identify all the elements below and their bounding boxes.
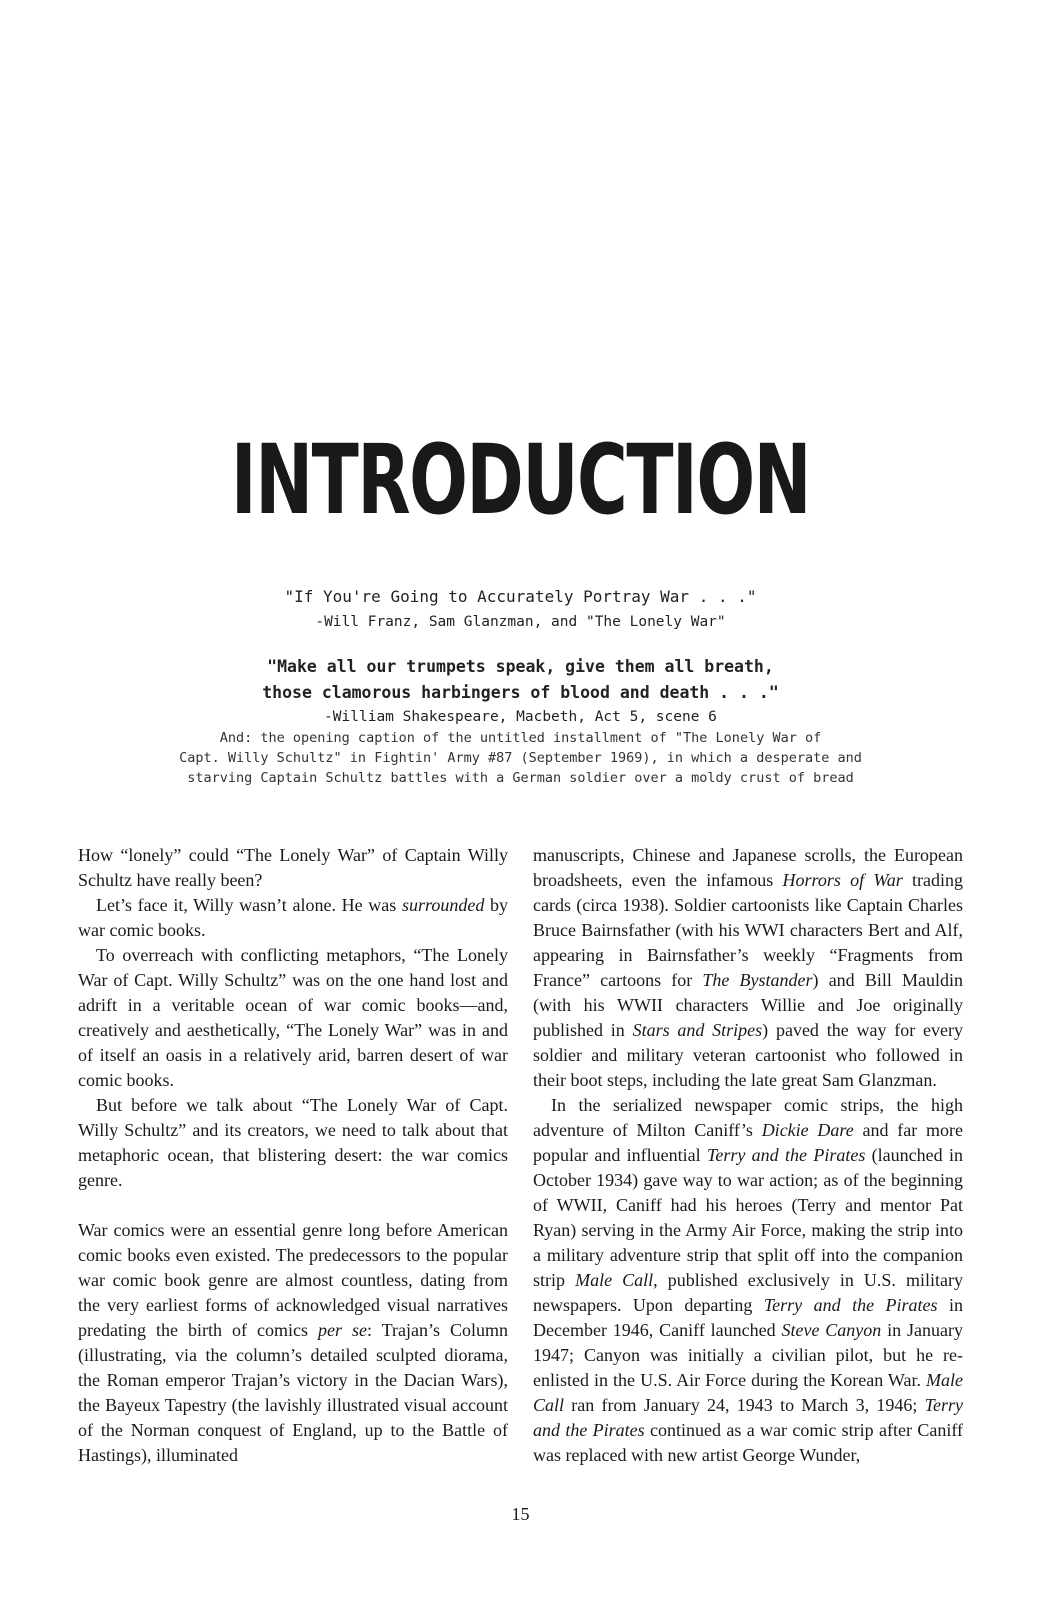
paragraph: How “lonely” could “The Lonely War” of Captain Willy Schultz have really been? (78, 845, 508, 890)
epigraph-note-line: Capt. Willy Schultz" in Fightin' Army #87 (September 1969), in which a desperate and (179, 750, 862, 766)
paragraph: Let’s face it, Willy wasn’t alone. He was surrounded by war comic books. (78, 895, 509, 940)
epigraph-note-line: And: the opening caption of the untitled installment of "The Lonely War of (219, 730, 822, 746)
epigraph-note-line: starving Captain Schultz battles with a German soldier over a moldy crust of bread (187, 770, 854, 786)
right-text-column (533, 843, 963, 1468)
paragraph: In the serialized newspaper comic strips, the high adventure of Milton Caniff’s Dickie Dare and far more popular and influential Terry and the Pirates (launched in October 1934) gave way to war action; as of the beginning of WWII, Caniff had his heroes (Terry and mentor Pat Ryan) serving in the Army Air Force, making the strip into a military adventure strip that split off into the companion strip Male Call, published exclusively in U.S. military newspapers. Upon departing Terry and the Pirates in December 1946, Caniff launched Steve Canyon in January 1947; Canyon was initially a civilian pilot, but he re-enlisted in the U.S. Air Force during the Korean War. Male Call ran from January 24, 1943 to March 3, 1946; Terry and the Pirates continued as a war comic strip after Caniff was replaced with new artist George Wunder, (533, 1095, 963, 1465)
paragraph: War comics were an essential genre long before American comic books even existed. The predecessors to the popular war comic book genre are almost countless, dating from the very earliest forms of acknowledged visual narratives predating the birth of comics per se: Trajan’s Column (illustrating, via the column’s detailed sculpted diorama, the Roman emperor Trajan’s victory in the Dacian Wars), the Bayeux Tapestry (the lavishly illustrated visual account of the Norman conquest of England, up to the Battle of Hastings), illuminated (78, 1220, 508, 1465)
epigraph-quote: "If You're Going to Accurately Portray War . . ." (284, 587, 757, 606)
epigraph-shakespeare (0, 654, 1041, 788)
left-text-column (78, 843, 508, 1468)
epigraph-quote-line: "Make all our trumpets speak, give them all breath, (267, 657, 774, 676)
page-number: 15 (511, 1504, 530, 1524)
epigraph-quote-line: those clamorous harbingers of blood and death . . ." (262, 683, 779, 702)
epigraph-franz (0, 584, 1041, 634)
chapter-title: INTRODUCTION (230, 424, 811, 536)
epigraph-attribution: -Will Franz, Sam Glanzman, and "The Lonely War" (315, 614, 726, 630)
paragraph: To overreach with conflicting metaphors, “The Lonely War of Capt. Willy Schultz” was on the one hand lost and adrift in a veritable ocean of war comic books—and, creatively and aesthetically, “The Lonely War” was in and of itself an oasis in a relatively arid, barren desert of war comic books. (78, 945, 508, 1090)
paragraph: manuscripts, Chinese and Japanese scrolls, the European broadsheets, even the infamous Horrors of War trading cards (circa 1938). Soldier cartoonists like Captain Charles Bruce Bairnsfather (with his WWI characters Bert and Alf, appearing in Bairnsfather’s weekly “Fragments from France” cartoons for The Bystander) and Bill Mauldin (with his WWII characters Willie and Joe originally published in Stars and Stripes) paved the way for every soldier and military veteran cartoonist who followed in their boot steps, including the late great Sam Glanzman. (533, 845, 964, 1090)
paragraph: But before we talk about “The Lonely War of Capt. Willy Schultz” and its creators, we need to talk about that metaphoric ocean, that blistering desert: the war comics genre. (78, 1095, 508, 1190)
epigraph-attribution: -William Shakespeare, Macbeth, Act 5, scene 6 (324, 709, 717, 725)
